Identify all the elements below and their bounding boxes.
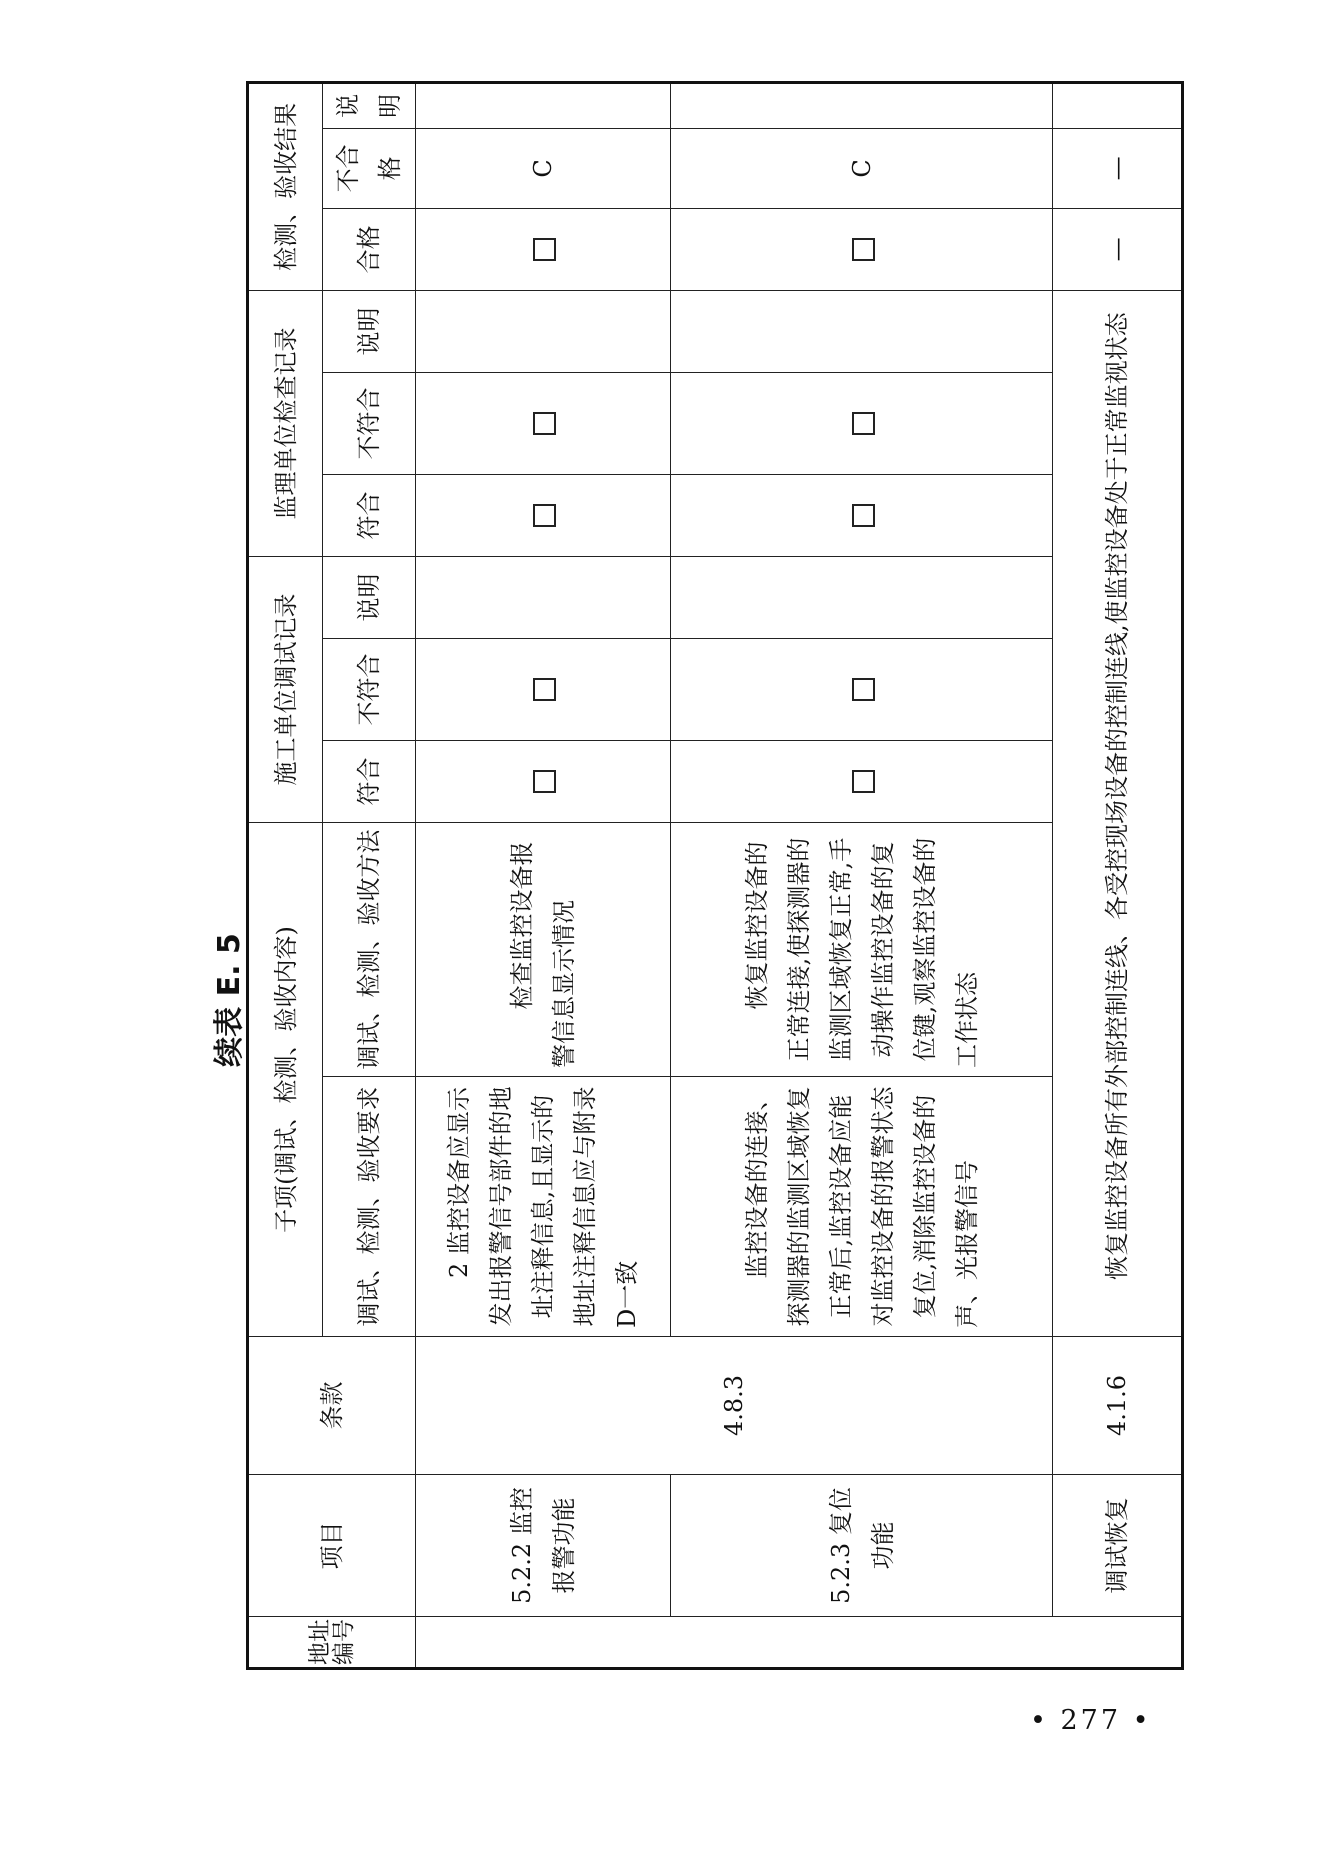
con-noncomply-checkbox[interactable] bbox=[671, 638, 1053, 740]
header-result: 检测、验收结果 bbox=[248, 82, 323, 290]
res-pass-dash: — bbox=[1053, 208, 1183, 290]
item-cell: 5.2.2 监控报警功能 bbox=[416, 1475, 671, 1617]
header-requirement: 调试、检测、验收要求 bbox=[323, 1077, 416, 1337]
checkbox-square-icon bbox=[533, 678, 556, 701]
header-sup-comply: 符合 bbox=[323, 474, 416, 556]
checkbox-square-icon bbox=[533, 412, 556, 435]
con-comply-checkbox[interactable] bbox=[416, 740, 671, 822]
item-cell: 调试恢复 bbox=[1053, 1475, 1183, 1617]
sup-noncomply-checkbox[interactable] bbox=[671, 372, 1053, 474]
acceptance-table bbox=[246, 81, 1184, 1670]
page-number: • 277 • bbox=[1030, 1705, 1152, 1736]
header-con-remark: 说明 bbox=[323, 556, 416, 638]
res-remark-cell bbox=[671, 82, 1053, 128]
res-fail-dash: — bbox=[1053, 128, 1183, 208]
rotated-table-sheet bbox=[246, 93, 1154, 1670]
res-pass-checkbox[interactable] bbox=[416, 208, 671, 290]
table-caption: 续表 E. 5 bbox=[212, 933, 247, 1067]
sup-remark-cell bbox=[416, 290, 671, 372]
header-con-noncomply: 不符合 bbox=[323, 638, 416, 740]
header-clause: 条款 bbox=[248, 1337, 416, 1475]
checkbox-square-icon bbox=[533, 238, 556, 261]
res-fail-mark: C bbox=[671, 128, 1053, 208]
final-content-cell: 恢复监控设备所有外部控制连线、各受控现场设备的控制连线,使监控设备处于正常监视状态 bbox=[1053, 290, 1183, 1336]
con-noncomply-checkbox[interactable] bbox=[416, 638, 671, 740]
method-cell: 检查监控设备报警信息显示情况 bbox=[416, 822, 671, 1076]
clause-cell: 4.1.6 bbox=[1053, 1337, 1183, 1475]
header-subitem: 子项(调试、检测、验收内容) bbox=[248, 822, 323, 1336]
address-no-cell bbox=[416, 1617, 1183, 1669]
item-cell: 5.2.3 复位功能 bbox=[671, 1475, 1053, 1617]
header-address-no: 地址编号 bbox=[248, 1617, 416, 1669]
checkbox-square-icon bbox=[852, 412, 875, 435]
checkbox-square-icon bbox=[852, 678, 875, 701]
con-remark-cell bbox=[416, 556, 671, 638]
header-sup-remark: 说明 bbox=[323, 290, 416, 372]
checkbox-square-icon bbox=[533, 504, 556, 527]
res-remark-cell bbox=[416, 82, 671, 128]
sup-comply-checkbox[interactable] bbox=[671, 474, 1053, 556]
header-construction: 施工单位调试记录 bbox=[248, 556, 323, 822]
requirement-cell: 监控设备的连接、探测器的监测区域恢复正常后,监控设备应能对监控设备的报警状态复位,消除监控设备的声、光报警信号 bbox=[671, 1077, 1053, 1337]
checkbox-square-icon bbox=[533, 770, 556, 793]
header-con-comply: 符合 bbox=[323, 740, 416, 822]
sup-remark-cell bbox=[671, 290, 1053, 372]
requirement-cell: 2 监控设备应显示发出报警信号部件的地址注释信息,且显示的地址注释信息应与附录D一致 bbox=[416, 1077, 671, 1337]
clause-cell: 4.8.3 bbox=[416, 1337, 1053, 1475]
header-supervision: 监理单位检查记录 bbox=[248, 290, 323, 556]
checkbox-square-icon bbox=[852, 770, 875, 793]
checkbox-square-icon bbox=[852, 504, 875, 527]
header-res-pass: 合格 bbox=[323, 208, 416, 290]
table-row-final bbox=[1053, 82, 1183, 1668]
res-pass-checkbox[interactable] bbox=[671, 208, 1053, 290]
header-sup-noncomply: 不符合 bbox=[323, 372, 416, 474]
checkbox-square-icon bbox=[852, 238, 875, 261]
sup-comply-checkbox[interactable] bbox=[416, 474, 671, 556]
method-cell: 恢复监控设备的正常连接,使探测器的监测区域恢复正常,手动操作监控设备的复位键,观察监控设备的工作状态 bbox=[671, 822, 1053, 1076]
res-remark-cell bbox=[1053, 82, 1183, 128]
con-comply-checkbox[interactable] bbox=[671, 740, 1053, 822]
table-row bbox=[416, 82, 671, 1668]
header-res-fail: 不合格 bbox=[323, 128, 416, 208]
header-method: 调试、检测、验收方法 bbox=[323, 822, 416, 1076]
header-row-1 bbox=[248, 82, 323, 1668]
header-res-remark: 说明 bbox=[323, 82, 416, 128]
res-fail-mark: C bbox=[416, 128, 671, 208]
con-remark-cell bbox=[671, 556, 1053, 638]
header-item: 项目 bbox=[248, 1475, 416, 1617]
sup-noncomply-checkbox[interactable] bbox=[416, 372, 671, 474]
